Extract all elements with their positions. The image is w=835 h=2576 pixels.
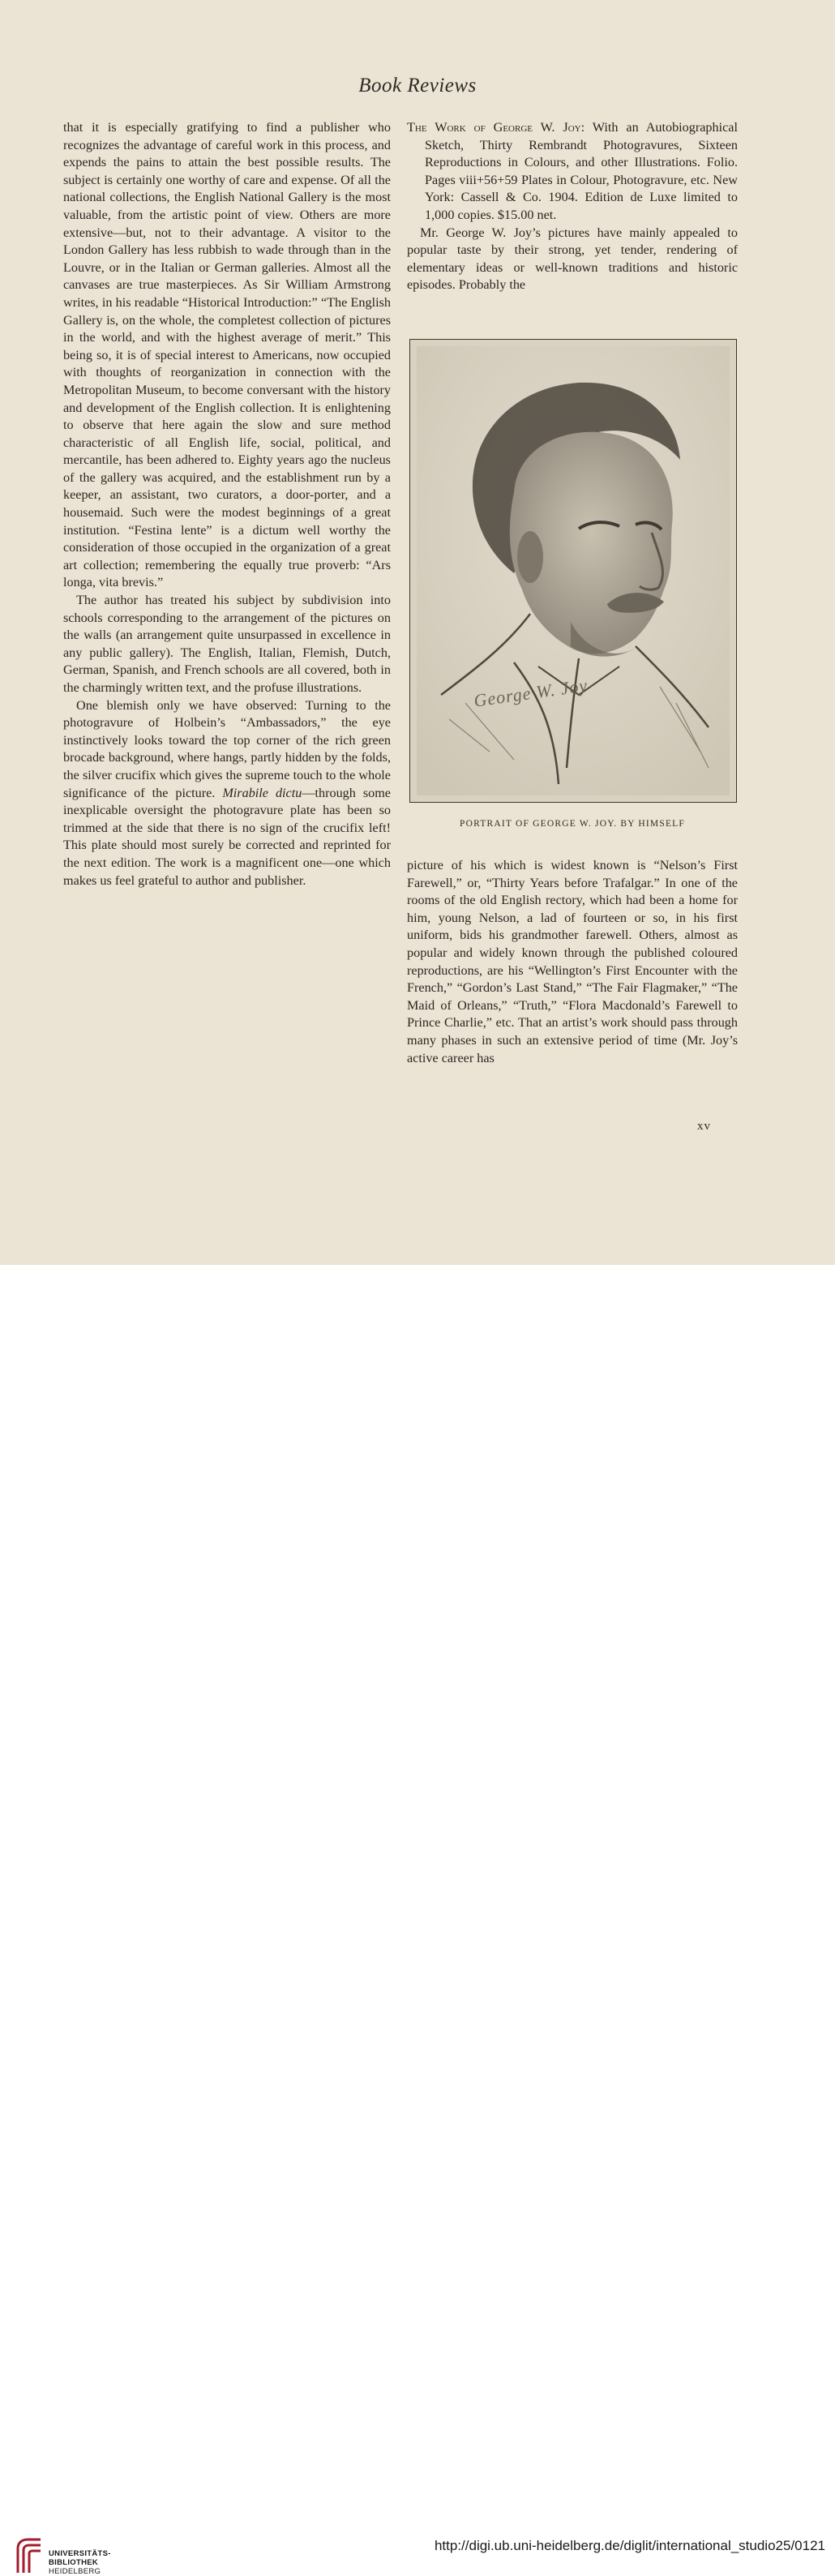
review-title: The Work of George W. Joy:: [407, 120, 585, 135]
left-paragraph-2: The author has treated his subject by subdivision into schools corresponding to the arrangement of the pictures on the walls (an arrangement quite unsurpassed in excellence in any public gallery). The English, Italian, Flemish, Dutch, German, Spanish, and French schools are all covered, both in the charmingly written text, and the profuse illustrations.: [63, 593, 391, 695]
portrait-caption: PORTRAIT OF GEORGE W. JOY. BY HIMSELF: [459, 819, 685, 829]
viewer-footer: [0, 1265, 835, 2576]
portrait-frame: [409, 339, 737, 803]
right-text-column-top: [407, 119, 738, 294]
review-intro-paragraph: Mr. George W. Joy’s pictures have mainly appealed to popular taste by their strong, yet tender, rendering of elementary ideas or well-known traditions and historic episodes. Probably the: [407, 225, 738, 293]
right-text-column-bottom: [407, 857, 738, 1067]
library-logo-icon: [15, 2537, 44, 2574]
review-continued-paragraph: picture of his which is widest known is “Nelson’s First Farewell,” or, “Thirty Years before Trafalgar.” In one of the rooms of the old English rectory, which had been a home for him, young Nelson, a lad of fourteen or so, in his first uniform, bids his grandmother farewell. Others, almost as popular and widely known through the published coloured reproductions, are his “Wellington’s First Encounter with the French,” “Gordon’s Last Stand,” “The Fair Flagmaker,” “The Maid of Orleans,” “Truth,” “Flora Macdonald’s Farewell to Prince Charlie,” etc. That an artist’s work should pass through many phases in such an extensive period of time (Mr. Joy’s active career has: [407, 858, 738, 1065]
portrait-sketch-icon: [417, 346, 730, 795]
library-name-line2: BIBLIOTHEK: [49, 2558, 99, 2567]
source-url-link[interactable]: http://digi.ub.uni-heidelberg.de/diglit/international_studio25/0121: [434, 2538, 825, 2553]
portrait-signature: George W. Joy: [472, 675, 589, 711]
p3-text-before: One blemish only we have observed: Turning to the photogravure of Holbein’s “Ambassadors,” the eye instinctively looks toward the top corner of the rich green brocade background, where hangs, partly hidden by the folds, the silver crucifix which gives the supreme touch to the whole significance of the picture.: [63, 697, 391, 800]
portrait-image: [417, 346, 730, 795]
page-number: xv: [697, 1120, 711, 1133]
running-header: Book Reviews: [358, 75, 477, 96]
library-name-line3: HEIDELBERG: [49, 2567, 101, 2576]
library-name-line1: UNIVERSITÄTS-: [49, 2549, 111, 2558]
left-paragraph-1: that it is especially gratifying to find a publisher who recognizes the advantage of careful work in this process, and expends the pains to attain the best possible results. The subject is certainly one worthy of care and expense. Of all the national collections, the English National Gallery is the most valuable, from the artistic point of view. Others are more extensive—but, not to their advantage. A visitor to the London Gallery has less rubbish to wade through than in the Louvre, or in the Italian or German galleries. Almost all the canvases are true masterpieces. As Sir William Armstrong writes, in his readable “Historical Introduction:” “The English Gallery is, on the whole, the completest collection of pictures in the world, and with the highest average of merit.” This being so, it is of special interest to Americans, now occupied with thoughts of reorganization in connection with the Metropolitan Museum, to become conversant with the history and development of the English collection. It is enlightening to observe that here again the slow and sure method characteristic of all English life, social, political, and mercantile, has been adhered to. Eighty years ago the nucleus of the gallery was acquired, and the establishment run by a keeper, an assistant, two curators, a door-porter, and a housemaid. Such were the modest beginnings of a great institution. “Festina lente” is a dictum well worthy the consideration of those occupied in the organization of a great art collection; remembering the equally true proverb: “Ars longa, vita brevis.”: [63, 120, 391, 590]
left-paragraph-3: [63, 697, 391, 890]
scanned-page: [0, 0, 835, 1265]
review-entry: [407, 119, 738, 225]
review-details: With an Autobiographical Sketch, Thirty Rembrandt Photogravures, Sixteen Reproductions in Colours, and other Illustrations. Folio. Pages viii+56+59 Plates in Colour, Photogravure, etc. New York: Cassell & Co. 1904. Edition de Luxe limited to 1,000 copies. $15.00 net.: [425, 120, 738, 222]
p3-italic-phrase: Mirabile dictu: [222, 785, 302, 800]
p3-text-after: —through some inexplicable oversight the photogravure plate has been so trimmed at the side that there is no sign of the crucifix left! This plate should most surely be corrected and reprinted for the next edition. The work is a magnificent one—one which makes us feel grateful to author and publisher.: [63, 785, 391, 888]
left-text-column: [63, 119, 391, 889]
